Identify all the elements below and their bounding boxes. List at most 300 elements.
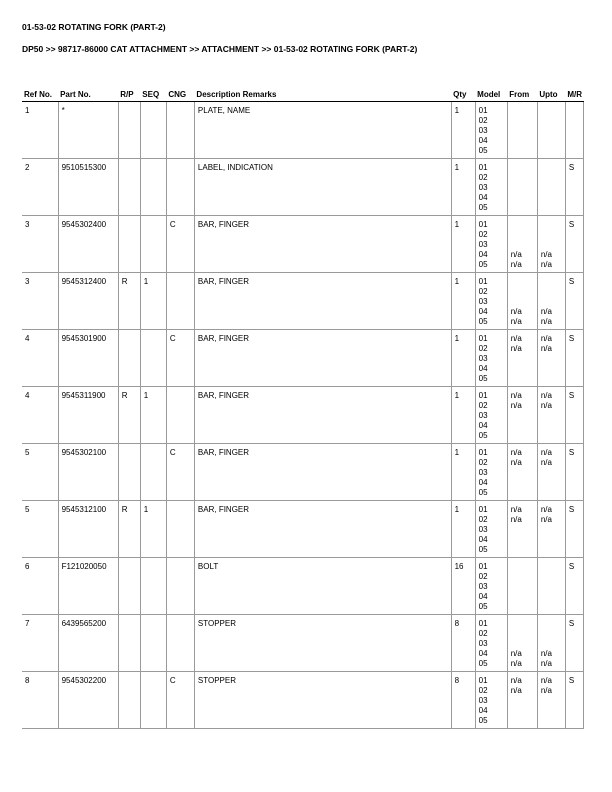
cell-from-line <box>511 619 535 629</box>
cell-upto-line <box>541 297 563 307</box>
cell-from-line: n/a <box>510 250 522 259</box>
cell-from-line: n/a <box>510 676 522 685</box>
cell-model-line: 03 <box>478 354 488 363</box>
cell-upto-line <box>541 488 563 498</box>
cell-upto-line <box>541 411 563 421</box>
cell-upto-line: n/a <box>540 391 552 400</box>
cell-qty: 1 <box>451 273 475 330</box>
cell-from-line: n/a <box>510 307 522 316</box>
cell-cng <box>166 102 194 159</box>
cell-from-line <box>511 126 535 136</box>
cell-qty: 8 <box>451 615 475 672</box>
cell-seq: 1 <box>140 387 166 444</box>
cell-ref: 4 <box>22 387 58 444</box>
cell-seq: 1 <box>140 501 166 558</box>
cell-upto-line: n/a <box>540 458 552 467</box>
cell-upto-line <box>541 535 563 545</box>
cell-upto-line <box>541 706 563 716</box>
cell-model <box>475 273 507 330</box>
cell-rp <box>118 159 140 216</box>
cell-from-line <box>511 364 535 374</box>
cell-ref: 8 <box>22 672 58 729</box>
cell-model-line: 05 <box>478 203 488 212</box>
cell-model-line: 04 <box>478 535 488 544</box>
cell-from <box>507 387 537 444</box>
cell-from-line <box>511 602 535 612</box>
cell-part-no: 9545312100 <box>58 501 118 558</box>
cell-description: BAR, FINGER <box>194 273 451 330</box>
cell-model-line: 02 <box>478 344 488 353</box>
cell-from-line <box>511 287 535 297</box>
cell-qty: 16 <box>451 558 475 615</box>
table-row <box>22 273 584 330</box>
cell-part-no: 9545312400 <box>58 273 118 330</box>
cell-from <box>507 273 537 330</box>
cell-ref: 4 <box>22 330 58 387</box>
cell-from-line: n/a <box>510 448 522 457</box>
cell-upto-line <box>541 572 563 582</box>
col-rp-header: R/P <box>118 87 140 102</box>
col-part-header: Part No. <box>58 87 118 102</box>
cell-from-line <box>511 354 535 364</box>
cell-from-line <box>511 193 535 203</box>
cell-from-line <box>511 116 535 126</box>
cell-seq <box>140 672 166 729</box>
cell-description: BAR, FINGER <box>194 330 451 387</box>
cell-model-line: 04 <box>478 421 488 430</box>
cell-upto-line <box>541 545 563 555</box>
cell-from-line <box>511 478 535 488</box>
cell-from-line <box>511 582 535 592</box>
cell-from-line: n/a <box>510 686 522 695</box>
cell-upto-line <box>541 639 563 649</box>
cell-from-line: n/a <box>510 649 522 658</box>
cell-upto-line <box>541 203 563 213</box>
cell-cng: C <box>166 216 194 273</box>
cell-part-no: 9545302200 <box>58 672 118 729</box>
cell-from-line <box>511 706 535 716</box>
cell-description: LABEL, INDICATION <box>194 159 451 216</box>
cell-mr: S <box>565 501 583 558</box>
cell-from-line: n/a <box>510 401 522 410</box>
cell-model <box>475 501 507 558</box>
cell-from-line <box>511 230 535 240</box>
cell-model <box>475 558 507 615</box>
cell-from-line: n/a <box>510 334 522 343</box>
cell-model <box>475 387 507 444</box>
cell-from-line <box>511 545 535 555</box>
cell-model <box>475 672 507 729</box>
cell-upto-line: n/a <box>540 317 552 326</box>
cell-qty: 1 <box>451 330 475 387</box>
cell-model-line: 05 <box>478 716 488 725</box>
cell-from-line <box>511 696 535 706</box>
cell-model-line: 02 <box>478 686 488 695</box>
cell-upto-line <box>541 116 563 126</box>
cell-upto-line <box>541 136 563 146</box>
cell-cng <box>166 159 194 216</box>
cell-from-line <box>511 277 535 287</box>
cell-upto-line: n/a <box>540 307 552 316</box>
cell-model-line: 04 <box>478 193 488 202</box>
cell-model-line: 03 <box>478 696 488 705</box>
cell-model-line: 03 <box>478 582 488 591</box>
cell-from-line <box>511 220 535 230</box>
cell-model-line: 01 <box>478 277 488 286</box>
cell-from-line <box>511 629 535 639</box>
cell-upto-line <box>541 602 563 612</box>
cell-upto-line <box>541 364 563 374</box>
table-row <box>22 672 584 729</box>
cell-qty: 1 <box>451 216 475 273</box>
cell-qty: 1 <box>451 501 475 558</box>
cell-model-line: 03 <box>478 126 488 135</box>
cell-upto-line: n/a <box>540 334 552 343</box>
cell-cng <box>166 615 194 672</box>
cell-ref: 6 <box>22 558 58 615</box>
col-ref-header: Ref No. <box>22 87 58 102</box>
table-row <box>22 216 584 273</box>
cell-upto <box>537 330 565 387</box>
cell-from-line <box>511 488 535 498</box>
cell-rp <box>118 672 140 729</box>
cell-model-line: 04 <box>478 706 488 715</box>
cell-seq <box>140 558 166 615</box>
cell-rp: R <box>118 387 140 444</box>
cell-upto-line <box>541 592 563 602</box>
cell-from <box>507 672 537 729</box>
cell-rp <box>118 615 140 672</box>
cell-from-line: n/a <box>510 458 522 467</box>
cell-upto-line <box>541 220 563 230</box>
cell-from-line <box>511 146 535 156</box>
cell-upto <box>537 159 565 216</box>
cell-from <box>507 558 537 615</box>
cell-from-line <box>511 535 535 545</box>
cell-qty: 1 <box>451 387 475 444</box>
cell-upto-line <box>541 277 563 287</box>
cell-model-line: 04 <box>478 307 488 316</box>
cell-seq <box>140 330 166 387</box>
cell-upto-line <box>541 421 563 431</box>
cell-model-line: 05 <box>478 545 488 554</box>
cell-model-line: 02 <box>478 230 488 239</box>
page-title: 01-53-02 ROTATING FORK (PART-2) <box>22 22 166 32</box>
cell-upto-line <box>541 240 563 250</box>
table-row <box>22 444 584 501</box>
col-qty-header: Qty <box>451 87 475 102</box>
cell-mr: S <box>565 387 583 444</box>
cell-ref: 7 <box>22 615 58 672</box>
cell-part-no: 9545302100 <box>58 444 118 501</box>
cell-model-line: 01 <box>478 391 488 400</box>
cell-upto-line: n/a <box>540 250 552 259</box>
cell-model-line: 02 <box>478 572 488 581</box>
cell-mr: S <box>565 558 583 615</box>
cell-mr: S <box>565 273 583 330</box>
cell-seq: 1 <box>140 273 166 330</box>
cell-model-line: 05 <box>478 146 488 155</box>
cell-description: BAR, FINGER <box>194 444 451 501</box>
cell-from-line <box>511 716 535 726</box>
cell-from-line <box>511 421 535 431</box>
cell-model-line: 03 <box>478 297 488 306</box>
cell-from-line: n/a <box>510 391 522 400</box>
table-row <box>22 558 584 615</box>
cell-model-line: 05 <box>478 659 488 668</box>
cell-model-line: 02 <box>478 287 488 296</box>
cell-cng <box>166 558 194 615</box>
cell-upto-line <box>541 619 563 629</box>
cell-model-line: 01 <box>478 448 488 457</box>
cell-upto <box>537 273 565 330</box>
cell-from-line <box>511 639 535 649</box>
cell-upto-line <box>541 354 563 364</box>
table-row <box>22 615 584 672</box>
cell-upto-line <box>541 163 563 173</box>
cell-part-no: 6439565200 <box>58 615 118 672</box>
cell-from <box>507 330 537 387</box>
cell-model-line: 05 <box>478 488 488 497</box>
cell-upto-line: n/a <box>540 344 552 353</box>
cell-model-line: 03 <box>478 183 488 192</box>
cell-model-line: 02 <box>478 173 488 182</box>
cell-model-line: 02 <box>478 515 488 524</box>
col-desc-header: Description Remarks <box>194 87 451 102</box>
cell-upto-line <box>541 126 563 136</box>
cell-part-no: * <box>58 102 118 159</box>
cell-cng <box>166 273 194 330</box>
cell-model-line: 03 <box>478 525 488 534</box>
cell-from-line: n/a <box>510 344 522 353</box>
cell-from <box>507 102 537 159</box>
cell-upto-line: n/a <box>540 676 552 685</box>
cell-seq <box>140 615 166 672</box>
cell-rp <box>118 216 140 273</box>
table-row <box>22 159 584 216</box>
parts-table <box>22 87 584 729</box>
cell-model <box>475 330 507 387</box>
cell-seq <box>140 444 166 501</box>
cell-ref: 5 <box>22 501 58 558</box>
cell-from-line <box>511 106 535 116</box>
cell-upto <box>537 501 565 558</box>
cell-from-line <box>511 592 535 602</box>
cell-mr: S <box>565 672 583 729</box>
cell-ref: 1 <box>22 102 58 159</box>
cell-from-line <box>511 163 535 173</box>
cell-model-line: 01 <box>478 505 488 514</box>
cell-description: BOLT <box>194 558 451 615</box>
cell-from-line <box>511 203 535 213</box>
cell-upto-line <box>541 431 563 441</box>
cell-upto-line <box>541 562 563 572</box>
cell-model-line: 05 <box>478 431 488 440</box>
cell-description: BAR, FINGER <box>194 501 451 558</box>
cell-model-line: 02 <box>478 116 488 125</box>
cell-cng <box>166 501 194 558</box>
cell-upto-line <box>541 582 563 592</box>
col-from-header: From <box>507 87 537 102</box>
cell-upto-line <box>541 230 563 240</box>
cell-upto <box>537 387 565 444</box>
cell-cng: C <box>166 444 194 501</box>
table-header <box>22 87 584 102</box>
cell-qty: 1 <box>451 444 475 501</box>
cell-from <box>507 159 537 216</box>
cell-cng: C <box>166 330 194 387</box>
cell-mr: S <box>565 216 583 273</box>
col-mr-header: M/R <box>565 87 583 102</box>
cell-from-line <box>511 136 535 146</box>
cell-from-line <box>511 572 535 582</box>
cell-description: STOPPER <box>194 615 451 672</box>
cell-model-line: 05 <box>478 602 488 611</box>
cell-upto-line <box>541 146 563 156</box>
cell-from-line <box>511 468 535 478</box>
cell-from <box>507 444 537 501</box>
cell-upto-line: n/a <box>540 260 552 269</box>
cell-from <box>507 501 537 558</box>
cell-model-line: 03 <box>478 411 488 420</box>
cell-upto <box>537 216 565 273</box>
cell-upto <box>537 444 565 501</box>
cell-model <box>475 102 507 159</box>
cell-upto-line <box>541 468 563 478</box>
col-seq-header: SEQ <box>140 87 166 102</box>
cell-ref: 3 <box>22 273 58 330</box>
cell-model-line: 03 <box>478 240 488 249</box>
cell-upto-line <box>541 173 563 183</box>
cell-model-line: 01 <box>478 106 488 115</box>
cell-mr: S <box>565 330 583 387</box>
cell-upto-line: n/a <box>540 649 552 658</box>
cell-rp <box>118 330 140 387</box>
cell-upto-line <box>541 193 563 203</box>
cell-from-line <box>511 240 535 250</box>
cell-upto-line: n/a <box>540 448 552 457</box>
cell-model-line: 02 <box>478 458 488 467</box>
cell-upto-line <box>541 696 563 706</box>
cell-description: PLATE, NAME <box>194 102 451 159</box>
cell-ref: 5 <box>22 444 58 501</box>
breadcrumb: DP50 >> 98717-86000 CAT ATTACHMENT >> ATTACHMENT >> 01-53-02 ROTATING FORK (PART-2) <box>22 44 418 54</box>
cell-upto-line <box>541 106 563 116</box>
cell-model-line: 01 <box>478 220 488 229</box>
cell-model-line: 05 <box>478 374 488 383</box>
cell-model-line: 04 <box>478 250 488 259</box>
cell-model <box>475 159 507 216</box>
cell-ref: 2 <box>22 159 58 216</box>
cell-upto-line: n/a <box>540 401 552 410</box>
cell-from-line: n/a <box>510 515 522 524</box>
table-row <box>22 102 584 159</box>
cell-from <box>507 216 537 273</box>
cell-part-no: 9545311900 <box>58 387 118 444</box>
cell-part-no: F121020050 <box>58 558 118 615</box>
cell-from-line: n/a <box>510 260 522 269</box>
cell-from <box>507 615 537 672</box>
cell-upto-line <box>541 525 563 535</box>
cell-upto-line: n/a <box>540 515 552 524</box>
cell-upto <box>537 102 565 159</box>
cell-upto <box>537 672 565 729</box>
cell-qty: 1 <box>451 102 475 159</box>
cell-model-line: 01 <box>478 163 488 172</box>
cell-upto-line <box>541 374 563 384</box>
cell-model-line: 04 <box>478 136 488 145</box>
cell-mr: S <box>565 615 583 672</box>
cell-mr: S <box>565 444 583 501</box>
cell-qty: 1 <box>451 159 475 216</box>
cell-from-line: n/a <box>510 505 522 514</box>
cell-model-line: 04 <box>478 478 488 487</box>
cell-model <box>475 216 507 273</box>
cell-model-line: 03 <box>478 468 488 477</box>
cell-model <box>475 444 507 501</box>
cell-mr: S <box>565 159 583 216</box>
cell-model-line: 01 <box>478 676 488 685</box>
cell-qty: 8 <box>451 672 475 729</box>
cell-rp <box>118 558 140 615</box>
cell-from-line: n/a <box>510 659 522 668</box>
cell-upto-line <box>541 287 563 297</box>
cell-from-line <box>511 297 535 307</box>
cell-from-line <box>511 374 535 384</box>
cell-seq <box>140 216 166 273</box>
cell-model <box>475 615 507 672</box>
cell-upto-line: n/a <box>540 659 552 668</box>
col-model-header: Model <box>475 87 507 102</box>
cell-model-line: 02 <box>478 401 488 410</box>
cell-from-line <box>511 562 535 572</box>
cell-description: BAR, FINGER <box>194 216 451 273</box>
cell-part-no: 9545301900 <box>58 330 118 387</box>
cell-rp <box>118 102 140 159</box>
cell-upto-line <box>541 183 563 193</box>
cell-model-line: 05 <box>478 317 488 326</box>
cell-from-line <box>511 525 535 535</box>
cell-ref: 3 <box>22 216 58 273</box>
cell-upto-line <box>541 716 563 726</box>
cell-rp: R <box>118 273 140 330</box>
cell-upto-line: n/a <box>540 505 552 514</box>
cell-upto-line <box>541 629 563 639</box>
table-row <box>22 330 584 387</box>
cell-model-line: 01 <box>478 334 488 343</box>
cell-model-line: 01 <box>478 562 488 571</box>
cell-from-line <box>511 173 535 183</box>
cell-upto <box>537 615 565 672</box>
cell-mr <box>565 102 583 159</box>
cell-description: BAR, FINGER <box>194 387 451 444</box>
cell-model-line: 04 <box>478 364 488 373</box>
cell-seq <box>140 102 166 159</box>
table-row <box>22 501 584 558</box>
cell-from-line <box>511 183 535 193</box>
table-row <box>22 387 584 444</box>
cell-part-no: 9510515300 <box>58 159 118 216</box>
col-cng-header: CNG <box>166 87 194 102</box>
cell-from-line: n/a <box>510 317 522 326</box>
cell-cng <box>166 387 194 444</box>
cell-model-line: 04 <box>478 649 488 658</box>
cell-upto <box>537 558 565 615</box>
cell-model-line: 03 <box>478 639 488 648</box>
cell-cng: C <box>166 672 194 729</box>
cell-model-line: 04 <box>478 592 488 601</box>
cell-from-line <box>511 431 535 441</box>
